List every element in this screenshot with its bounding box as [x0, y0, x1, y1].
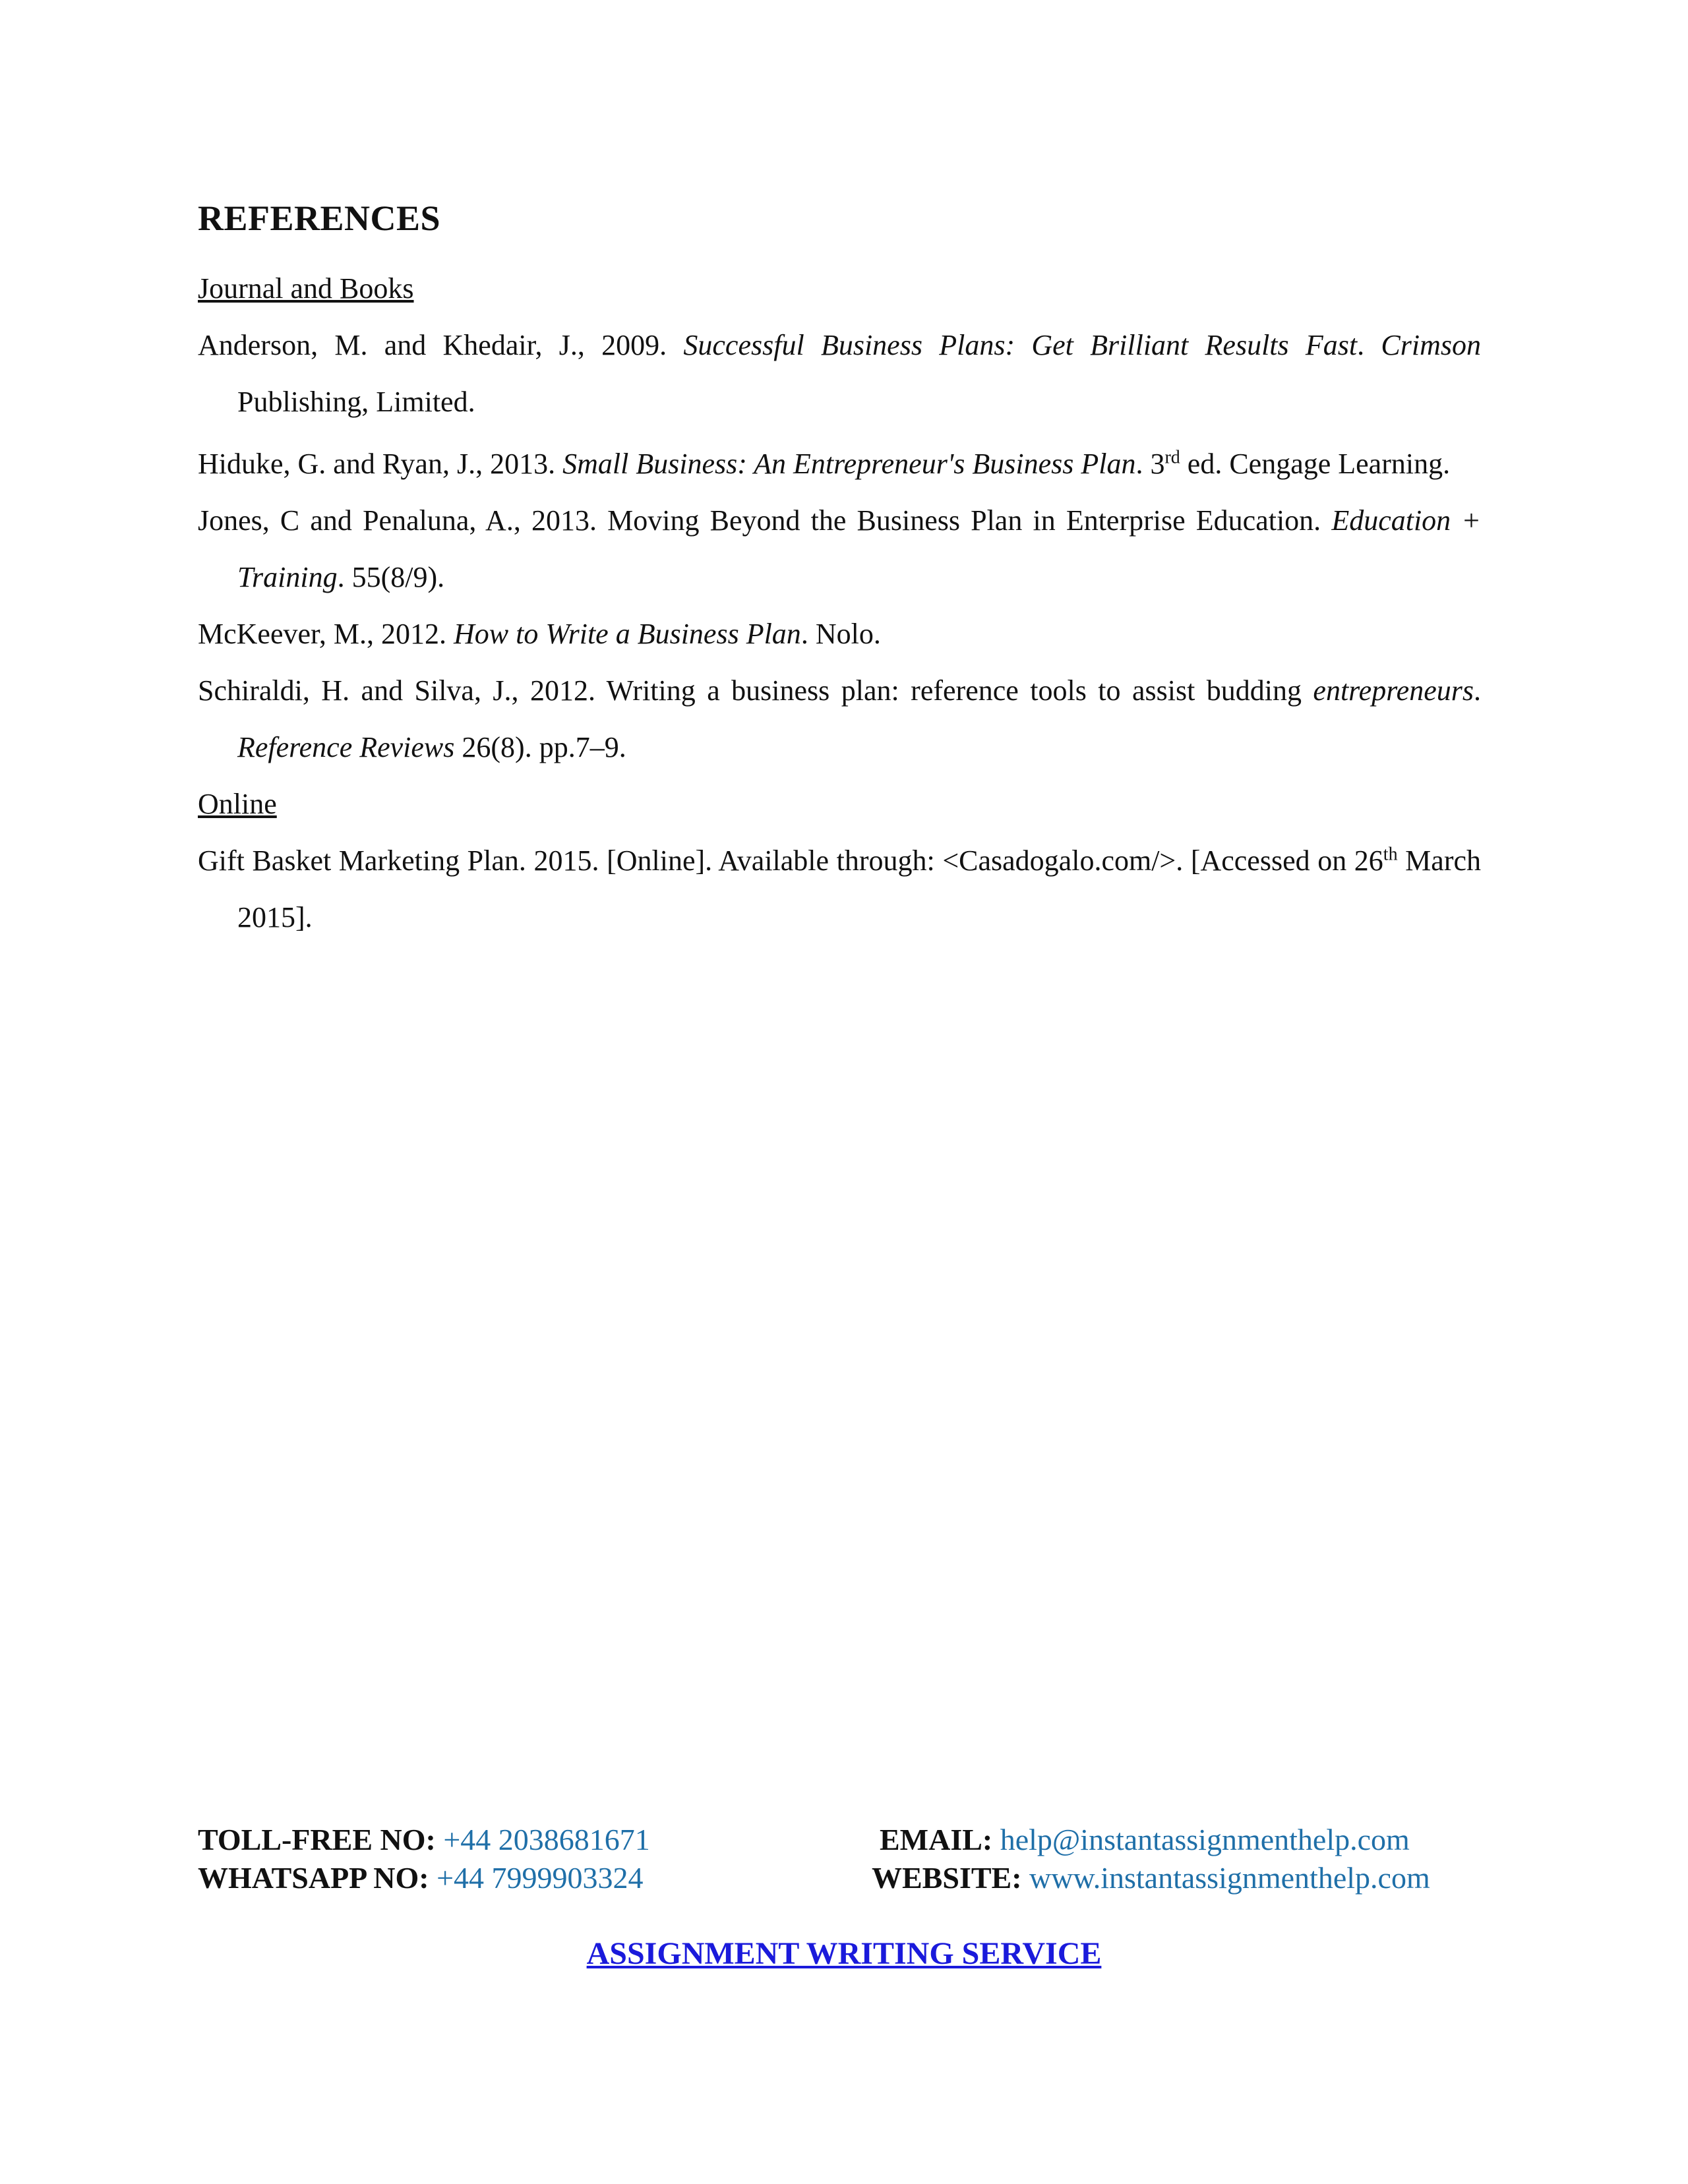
email-contact	[880, 1821, 1410, 1859]
ref-text: McKeever, M., 2012.	[198, 618, 454, 650]
ref-text: Jones, C and Penaluna, A., 2013. Moving Beyond the Business Plan in Enterprise Education.	[198, 504, 1332, 537]
service-link-row	[0, 1935, 1688, 1972]
whatsapp-label: WHATSAPP NO:	[198, 1861, 429, 1895]
ref-text: .	[1474, 674, 1481, 707]
reference-gift-basket	[198, 833, 1481, 946]
reference-schiraldi	[198, 663, 1481, 776]
ref-title: Successful Business Plans: Get Brilliant Results Fast	[683, 329, 1358, 361]
ref-title: Small Business: An Entrepreneur's Business Plan	[562, 448, 1136, 480]
ref-text: Gift Basket Marketing Plan. 2015. [Online]. Available through: <Casadogalo.com/>. [Accessed on 26	[198, 844, 1383, 877]
assignment-writing-service-link[interactable]: ASSIGNMENT WRITING SERVICE	[586, 1936, 1102, 1971]
footer-row-1	[198, 1821, 1481, 1859]
ref-text: 26(8). pp.7–9.	[454, 731, 626, 763]
ref-superscript: th	[1383, 844, 1398, 865]
ref-text: Hiduke, G. and Ryan, J., 2013.	[198, 448, 563, 480]
whatsapp-number[interactable]: +44 7999903324	[437, 1861, 644, 1895]
section-label-journals: Journal and Books	[198, 272, 414, 305]
footer-contacts	[198, 1821, 1481, 1897]
ref-italic: entrepreneurs	[1313, 674, 1474, 707]
ref-journal: Reference Reviews	[237, 731, 455, 763]
page-title: REFERENCES	[198, 198, 441, 238]
tollfree-label: TOLL-FREE NO:	[198, 1823, 436, 1856]
tollfree-number[interactable]: +44 2038681671	[443, 1823, 650, 1856]
ref-text: . Nolo.	[800, 618, 881, 650]
ref-text: Schiraldi, H. and Silva, J., 2012. Writing a business plan: reference tools to assist budding	[198, 674, 1313, 707]
reference-mckeever	[198, 606, 1481, 663]
whatsapp-contact	[198, 1859, 644, 1897]
ref-text: ed. Cengage Learning.	[1180, 448, 1451, 480]
reference-jones	[198, 492, 1481, 606]
tollfree-contact	[198, 1821, 650, 1859]
ref-text: Publishing, Limited.	[237, 386, 475, 418]
footer-row-2	[198, 1859, 1481, 1897]
reference-anderson	[198, 317, 1481, 430]
ref-title: How to Write a Business Plan	[454, 618, 801, 650]
ref-text: . 3	[1135, 448, 1165, 480]
ref-publisher: Crimson	[1381, 329, 1481, 361]
ref-text: .	[1357, 329, 1381, 361]
website-link[interactable]: www.instantassignmenthelp.com	[1029, 1861, 1430, 1895]
ref-journal: Education + Training	[237, 504, 1481, 593]
references-list	[198, 260, 1481, 946]
website-contact	[872, 1859, 1430, 1897]
section-label-online: Online	[198, 788, 277, 820]
email-label: EMAIL:	[880, 1823, 993, 1856]
ref-superscript: rd	[1164, 447, 1180, 468]
website-label: WEBSITE:	[872, 1861, 1022, 1895]
ref-text: Anderson, M. and Khedair, J., 2009.	[198, 329, 684, 361]
email-link[interactable]: help@instantassignmenthelp.com	[1000, 1823, 1410, 1856]
ref-text: March 2015].	[237, 844, 1481, 933]
ref-text: . 55(8/9).	[337, 561, 445, 593]
reference-hiduke	[198, 436, 1481, 492]
